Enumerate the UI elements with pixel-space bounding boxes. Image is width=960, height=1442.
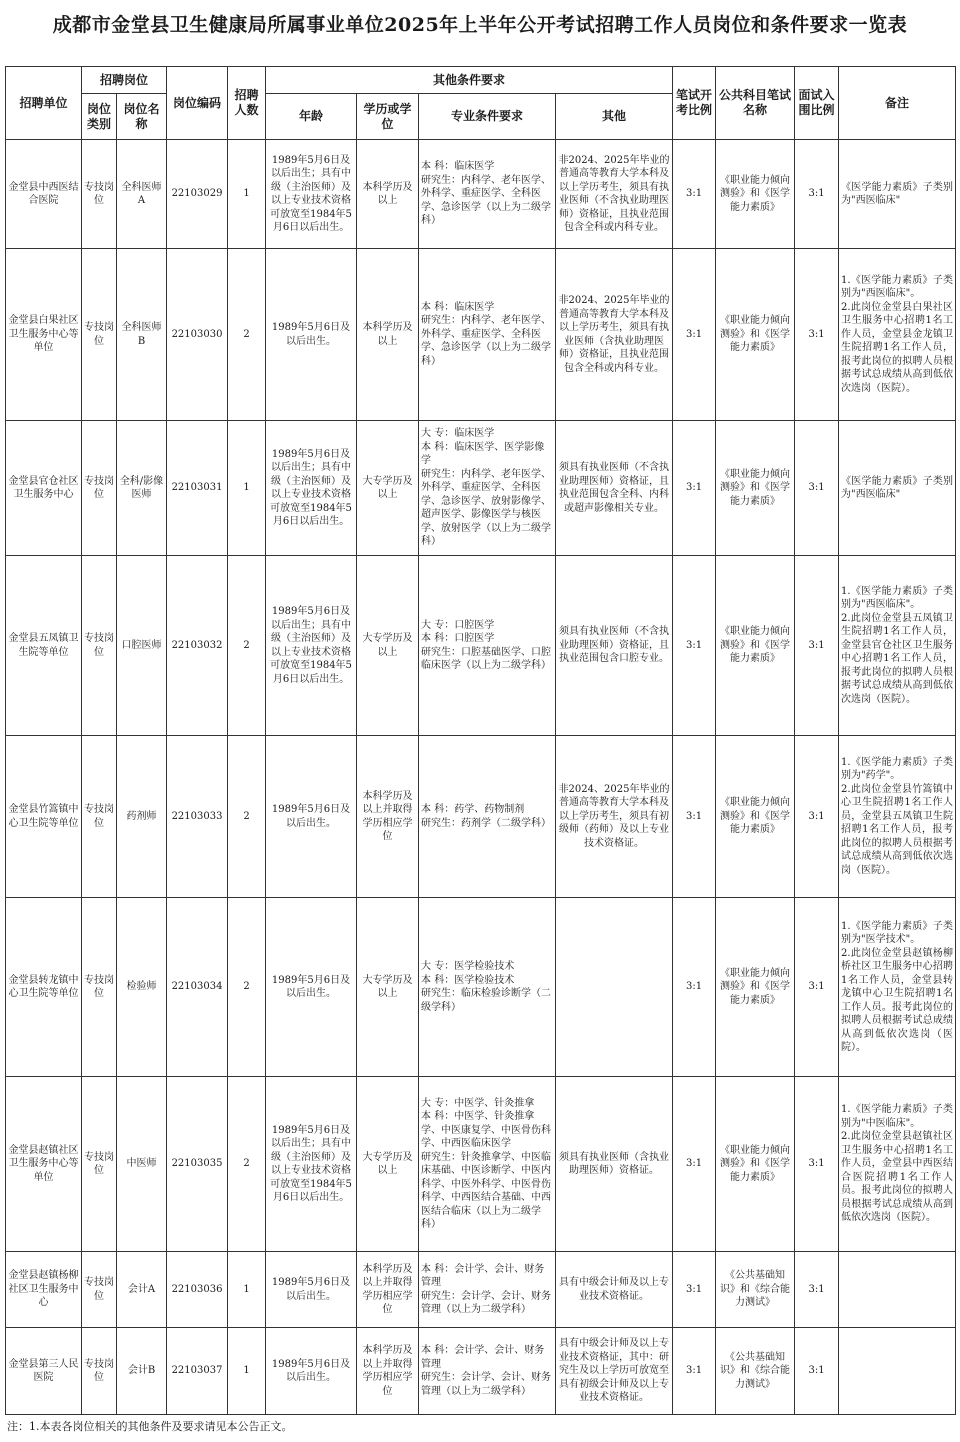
cell-remarks: 《医学能力素质》子类别为"西医临床" [839, 421, 956, 556]
cell-age: 1989年5月6日及以后出生；具有中级（主治医师）及以上专业技术资格可放宽至1984年5月6日以后出生。 [266, 140, 357, 249]
cell-exam-ratio: 3:1 [673, 1077, 716, 1252]
header-post-name: 岗位名称 [117, 94, 167, 140]
cell-age: 1989年5月6日及以后出生。 [266, 898, 357, 1077]
cell-other: 须具有执业医师（不含执业助理医师）资格证，且执业范围包含全科、内科或超声影像相关专业。 [556, 421, 673, 556]
cell-category: 专技岗位 [82, 736, 117, 898]
cell-hire-count: 2 [228, 249, 266, 421]
cell-interview-ratio: 3:1 [795, 140, 839, 249]
recruitment-table [5, 66, 956, 1415]
cell-major: 本 科：会计学、会计、财务管理 研究生：会计学、会计、财务管理（以上为二级学科） [419, 1252, 556, 1328]
cell-remarks [839, 1328, 956, 1415]
cell-education: 本科学历及以上 [357, 140, 419, 249]
cell-interview-ratio: 3:1 [795, 1328, 839, 1415]
cell-post-code: 22103034 [167, 898, 228, 1077]
cell-exam-ratio: 3:1 [673, 556, 716, 736]
cell-post-code: 22103031 [167, 421, 228, 556]
cell-interview-ratio: 3:1 [795, 249, 839, 421]
cell-other: 非2024、2025年毕业的普通高等教育大学本科及以上学历考生，须具有初级师（药师）及以上专业技术资格证。 [556, 736, 673, 898]
table-row [6, 898, 956, 1077]
cell-exam-ratio: 3:1 [673, 249, 716, 421]
cell-post-code: 22103036 [167, 1252, 228, 1328]
cell-interview-ratio: 3:1 [795, 736, 839, 898]
cell-other: 具有中级会计师及以上专业技术资格证，其中：研究生及以上学历可放宽至具有初级会计师及以上专业技术资格证。 [556, 1328, 673, 1415]
cell-hire-count: 1 [228, 1252, 266, 1328]
cell-unit: 金堂县五凤镇卫生院等单位 [6, 556, 82, 736]
cell-education: 大专学历及以上 [357, 1077, 419, 1252]
cell-exam-subject: 《职业能力倾向测验》和《医学能力素质》 [716, 736, 795, 898]
cell-other: 具有中级会计师及以上专业技术资格证。 [556, 1252, 673, 1328]
cell-exam-ratio: 3:1 [673, 736, 716, 898]
table-row [6, 421, 956, 556]
cell-major: 本 科：会计学、会计、财务管理 研究生：会计学、会计、财务管理（以上为二级学科） [419, 1328, 556, 1415]
cell-category: 专技岗位 [82, 140, 117, 249]
cell-remarks: 1.《医学能力素质》子类别为"医学技术"。 2.此岗位金堂县赵镇杨柳桥社区卫生服务中心招聘1名工作人员，金堂县转龙镇中心卫生院招聘1名工作人员。报考此岗位的拟聘人员根据考试总成绩从高到低依次选岗（医院）。 [839, 898, 956, 1077]
cell-exam-subject: 《职业能力倾向测验》和《医学能力素质》 [716, 898, 795, 1077]
cell-major: 本 科：药学、药物制剂 研究生：药剂学（二级学科） [419, 736, 556, 898]
cell-category: 专技岗位 [82, 1328, 117, 1415]
footnote: 注：1.本表各岗位相关的其他条件及要求请见本公告正文。 [7, 1420, 293, 1433]
cell-exam-ratio: 3:1 [673, 898, 716, 1077]
cell-exam-ratio: 3:1 [673, 140, 716, 249]
cell-unit: 金堂县赵镇社区卫生服务中心等单位 [6, 1077, 82, 1252]
table-row [6, 249, 956, 421]
cell-major: 大 专：临床医学 本 科：临床医学、医学影像学 研究生：内科学、老年医学、外科学、重症医学、全科医学、急诊医学、放射影像学、超声医学、影像医学与核医学、放射医学（以上为二级学科） [419, 421, 556, 556]
cell-exam-subject: 《公共基础知识》和《综合能力测试》 [716, 1328, 795, 1415]
header-other-conditions: 其他条件要求 [266, 67, 673, 94]
cell-hire-count: 2 [228, 736, 266, 898]
cell-remarks [839, 1252, 956, 1328]
cell-education: 大专学历及以上 [357, 556, 419, 736]
cell-unit: 金堂县白果社区卫生服务中心等单位 [6, 249, 82, 421]
cell-unit: 金堂县第三人民医院 [6, 1328, 82, 1415]
cell-age: 1989年5月6日及以后出生。 [266, 1252, 357, 1328]
cell-interview-ratio: 3:1 [795, 1252, 839, 1328]
cell-exam-ratio: 3:1 [673, 1328, 716, 1415]
cell-exam-subject: 《职业能力倾向测验》和《医学能力素质》 [716, 140, 795, 249]
cell-age: 1989年5月6日及以后出生；具有中级（主治医师）及以上专业技术资格可放宽至1984年5月6日以后出生。 [266, 556, 357, 736]
header-other: 其他 [556, 94, 673, 140]
header-unit: 招聘单位 [6, 67, 82, 140]
cell-hire-count: 1 [228, 140, 266, 249]
cell-remarks: 1.《医学能力素质》子类别为"中医临床"。 2.此岗位金堂县赵镇社区卫生服务中心招聘1名工作人员，金堂县中西医结合医院招聘1名工作人员。报考此岗位的拟聘人员根据考试总成绩从高到低依次选岗（医院）。 [839, 1077, 956, 1252]
cell-education: 本科学历及以上并取得学历相应学位 [357, 1252, 419, 1328]
cell-category: 专技岗位 [82, 1077, 117, 1252]
header-exam-ratio: 笔试开考比例 [673, 67, 716, 140]
header-exam-subject: 公共科目笔试名称 [716, 67, 795, 140]
cell-unit: 金堂县转龙镇中心卫生院等单位 [6, 898, 82, 1077]
cell-interview-ratio: 3:1 [795, 1077, 839, 1252]
cell-post-name: 中医师 [117, 1077, 167, 1252]
cell-interview-ratio: 3:1 [795, 898, 839, 1077]
cell-post-code: 22103032 [167, 556, 228, 736]
cell-major: 大 专：中医学、针灸推拿 本 科：中医学、针灸推拿学、中医康复学、中医骨伤科学、中西医临床医学 研究生：针灸推拿学、中医临床基础、中医诊断学、中医内科学、中医外科学、中医骨伤科学、中西医结合基础、中西医结合临床（以上为二级学科） [419, 1077, 556, 1252]
cell-exam-subject: 《职业能力倾向测验》和《医学能力素质》 [716, 421, 795, 556]
cell-post-code: 22103035 [167, 1077, 228, 1252]
table-row [6, 1077, 956, 1252]
header-major: 专业条件要求 [419, 94, 556, 140]
cell-exam-ratio: 3:1 [673, 1252, 716, 1328]
cell-other [556, 898, 673, 1077]
cell-hire-count: 2 [228, 898, 266, 1077]
cell-age: 1989年5月6日及以后出生；具有中级（主治医师）及以上专业技术资格可放宽至1984年5月6日以后出生。 [266, 421, 357, 556]
cell-post-code: 22103037 [167, 1328, 228, 1415]
table-row [6, 736, 956, 898]
cell-age: 1989年5月6日及以后出生。 [266, 736, 357, 898]
header-post-category: 岗位类别 [82, 94, 117, 140]
cell-major: 大 专：医学检验技术 本 科：医学检验技术 研究生：临床检验诊断学（二级学科） [419, 898, 556, 1077]
header-post-code: 岗位编码 [167, 67, 228, 140]
cell-category: 专技岗位 [82, 1252, 117, 1328]
table-row [6, 556, 956, 736]
cell-unit: 金堂县竹篙镇中心卫生院等单位 [6, 736, 82, 898]
cell-post-code: 22103029 [167, 140, 228, 249]
cell-remarks: 《医学能力素质》子类别为"西医临床" [839, 140, 956, 249]
header-education: 学历或学位 [357, 94, 419, 140]
cell-unit: 金堂县中西医结合医院 [6, 140, 82, 249]
cell-education: 本科学历及以上并取得学历相应学位 [357, 736, 419, 898]
table-row [6, 140, 956, 249]
cell-age: 1989年5月6日及以后出生；具有中级（主治医师）及以上专业技术资格可放宽至1984年5月6日以后出生。 [266, 1077, 357, 1252]
cell-post-name: 全科/影像医师 [117, 421, 167, 556]
cell-interview-ratio: 3:1 [795, 556, 839, 736]
cell-major: 本 科：临床医学 研究生：内科学、老年医学、外科学、重症医学、全科医学、急诊医学（以上为二级学科） [419, 140, 556, 249]
cell-post-name: 会计B [117, 1328, 167, 1415]
cell-education: 本科学历及以上并取得学历相应学位 [357, 1328, 419, 1415]
header-post-group: 招聘岗位 [82, 67, 167, 94]
header-interview-ratio: 面试入围比例 [795, 67, 839, 140]
cell-age: 1989年5月6日及以后出生。 [266, 249, 357, 421]
cell-remarks: 1.《医学能力素质》子类别为"西医临床"。 2.此岗位金堂县五凤镇卫生院招聘1名工作人员，金堂县官仓社区卫生服务中心招聘1名工作人员，报考此岗位的拟聘人员根据考试总成绩从高到低依次选岗（医院）。 [839, 556, 956, 736]
cell-post-name: 检验师 [117, 898, 167, 1077]
table-row [6, 1252, 956, 1328]
cell-exam-ratio: 3:1 [673, 421, 716, 556]
cell-category: 专技岗位 [82, 249, 117, 421]
cell-age: 1989年5月6日及以后出生。 [266, 1328, 357, 1415]
cell-interview-ratio: 3:1 [795, 421, 839, 556]
cell-unit: 金堂县赵镇杨柳社区卫生服务中心 [6, 1252, 82, 1328]
cell-major: 本 科：临床医学 研究生：内科学、老年医学、外科学、重症医学、全科医学、急诊医学（以上为二级学科） [419, 249, 556, 421]
cell-remarks: 1.《医学能力素质》子类别为"药学"。 2.此岗位金堂县竹篙镇中心卫生院招聘1名工作人员，金堂县五凤镇卫生院招聘1名工作人员，报考此岗位的拟聘人员根据考试总成绩从高到低依次选岗（医院）。 [839, 736, 956, 898]
cell-other: 非2024、2025年毕业的普通高等教育大学本科及以上学历考生，须具有执业医师（不含执业助理医师）资格证，且执业范围包含全科或内科专业。 [556, 140, 673, 249]
cell-post-name: 全科医师A [117, 140, 167, 249]
cell-other: 须具有执业医师（不含执业助理医师）资格证，且执业范围包含口腔专业。 [556, 556, 673, 736]
recruitment-table-container [5, 66, 955, 1415]
cell-other: 非2024、2025年毕业的普通高等教育大学本科及以上学历考生，须具有执业医师（含执业助理医师）资格证，且执业范围包含全科或内科专业。 [556, 249, 673, 421]
table-row [6, 1328, 956, 1415]
header-hire-count: 招聘人数 [228, 67, 266, 140]
cell-post-name: 口腔医师 [117, 556, 167, 736]
cell-hire-count: 2 [228, 556, 266, 736]
cell-unit: 金堂县官仓社区卫生服务中心 [6, 421, 82, 556]
cell-exam-subject: 《职业能力倾向测验》和《医学能力素质》 [716, 249, 795, 421]
cell-other: 须具有执业医师（含执业助理医师）资格证。 [556, 1077, 673, 1252]
header-row-1 [6, 67, 956, 94]
cell-remarks: 1.《医学能力素质》子类别为"西医临床"。 2.此岗位金堂县白果社区卫生服务中心招聘1名工作人员，金堂县金龙镇卫生院招聘1名工作人员，报考此岗位的拟聘人员根据考试总成绩从高到低依次选岗（医院）。 [839, 249, 956, 421]
cell-hire-count: 1 [228, 421, 266, 556]
cell-hire-count: 2 [228, 1077, 266, 1252]
cell-post-name: 全科医师B [117, 249, 167, 421]
header-remarks: 备注 [839, 67, 956, 140]
cell-post-name: 会计A [117, 1252, 167, 1328]
cell-post-code: 22103030 [167, 249, 228, 421]
page-title: 成都市金堂县卫生健康局所属事业单位2025年上半年公开考试招聘工作人员岗位和条件要求一览表 [52, 14, 908, 36]
cell-exam-subject: 《职业能力倾向测验》和《医学能力素质》 [716, 1077, 795, 1252]
cell-category: 专技岗位 [82, 556, 117, 736]
header-age: 年龄 [266, 94, 357, 140]
cell-education: 本科学历及以上 [357, 249, 419, 421]
cell-education: 大专学历及以上 [357, 421, 419, 556]
cell-post-name: 药剂师 [117, 736, 167, 898]
cell-major: 大 专：口腔医学 本 科：口腔医学 研究生：口腔基础医学、口腔临床医学（以上为二级学科） [419, 556, 556, 736]
cell-category: 专技岗位 [82, 421, 117, 556]
cell-exam-subject: 《公共基础知识》和《综合能力测试》 [716, 1252, 795, 1328]
cell-hire-count: 1 [228, 1328, 266, 1415]
cell-exam-subject: 《职业能力倾向测验》和《医学能力素质》 [716, 556, 795, 736]
cell-category: 专技岗位 [82, 898, 117, 1077]
cell-post-code: 22103033 [167, 736, 228, 898]
cell-education: 大专学历及以上 [357, 898, 419, 1077]
